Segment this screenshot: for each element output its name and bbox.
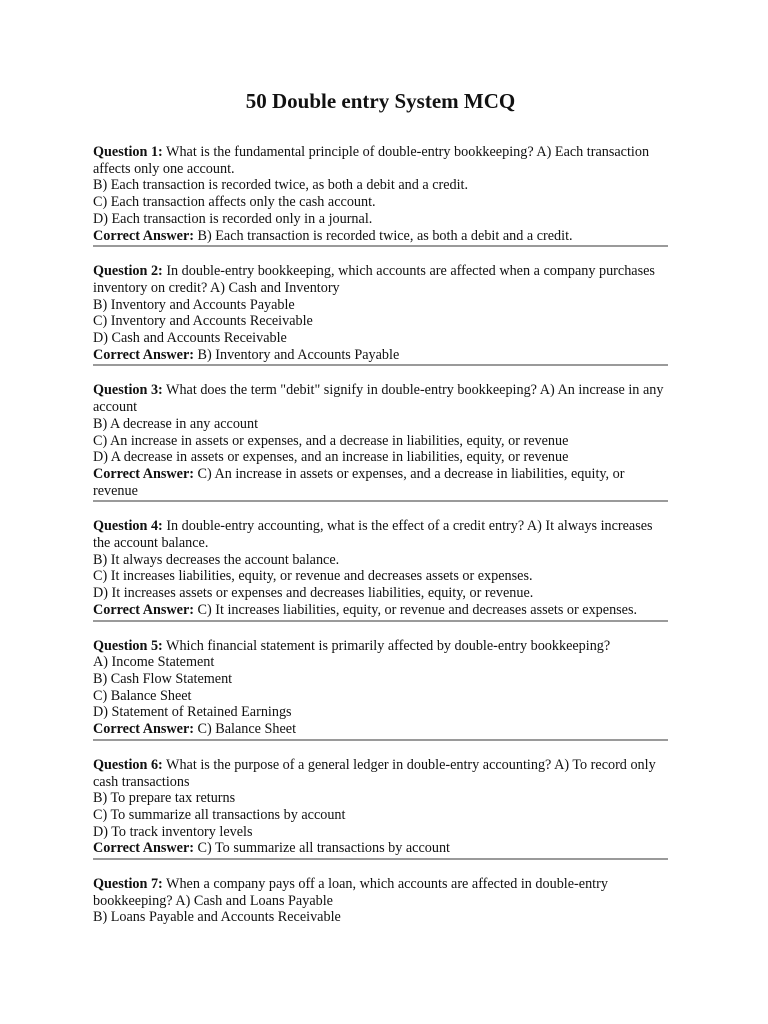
answer-option: C) Balance Sheet: [93, 687, 192, 704]
question-text: Which financial statement is primarily affected by double-entry bookkeeping?: [162, 637, 611, 654]
question-text: In double-entry accounting, what is the effect of a credit entry? A) It always increases the account balance.: [93, 518, 653, 552]
correct-answer-line: [93, 721, 668, 738]
correct-answer-line: [93, 228, 668, 245]
answer-option: D) Cash and Accounts Receivable: [93, 330, 287, 347]
answer-option: C) Inventory and Accounts Receivable: [93, 313, 313, 330]
question-label: Question 2:: [93, 263, 163, 280]
answer-option: B) To prepare tax returns: [93, 790, 236, 807]
question-block: [93, 144, 668, 247]
correct-answer-label: Correct Answer:: [93, 465, 194, 482]
correct-answer-line: [93, 466, 668, 499]
answer-option: D) Each transaction is recorded only in a journal.: [93, 210, 373, 227]
question-block: [93, 382, 668, 502]
question-block: [93, 518, 668, 621]
correct-answer-text: B) Inventory and Accounts Payable: [193, 346, 400, 363]
question-label: Question 3:: [93, 382, 163, 399]
question-text-line: [93, 144, 668, 177]
question-text-line: [93, 263, 668, 296]
question-text: When a company pays off a loan, which accounts are affected in double-entry bookkeeping? A) Cash and Loans Payable: [93, 876, 608, 909]
correct-answer-label: Correct Answer:: [93, 840, 194, 857]
answer-option: D) Statement of Retained Earnings: [93, 704, 292, 721]
correct-answer-text: C) To summarize all transactions by account: [193, 840, 451, 857]
question-text: In double-entry bookkeeping, which accounts are affected when a company purchases inventory on credit? A) Cash and Inventory: [93, 263, 655, 296]
question-label: Question 1:: [93, 144, 163, 160]
question-text-line: [93, 876, 668, 909]
correct-answer-text: C) It increases liabilities, equity, or revenue and decreases assets or expenses.: [193, 601, 638, 618]
question-label: Question 4:: [93, 518, 163, 535]
correct-answer-label: Correct Answer:: [93, 227, 194, 244]
answer-option: C) Each transaction affects only the cash account.: [93, 194, 376, 211]
correct-answer-label: Correct Answer:: [93, 721, 194, 738]
question-label: Question 7:: [93, 876, 163, 893]
correct-answer-line: [93, 840, 668, 857]
correct-answer-text: C) Balance Sheet: [193, 721, 297, 738]
answer-option: B) Loans Payable and Accounts Receivable: [93, 909, 341, 926]
answer-option: B) It always decreases the account balance.: [93, 551, 340, 568]
answer-option: B) A decrease in any account: [93, 415, 259, 432]
answer-option: C) It increases liabilities, equity, or revenue and decreases assets or expenses.: [93, 568, 533, 585]
question-label: Question 5:: [93, 637, 163, 654]
answer-option: D) A decrease in assets or expenses, and an increase in liabilities, equity, or revenue: [93, 449, 569, 466]
question-text-line: [93, 382, 668, 415]
correct-answer-label: Correct Answer:: [93, 346, 194, 363]
question-text-line: [93, 757, 668, 790]
correct-answer-text: C) An increase in assets or expenses, and a decrease in liabilities, equity, or revenue: [93, 465, 625, 499]
question-label: Question 6:: [93, 756, 163, 773]
document-page: [93, 84, 668, 943]
correct-answer-line: [93, 602, 668, 619]
correct-answer-line: [93, 347, 668, 364]
question-block: [93, 757, 668, 860]
answer-option: D) To track inventory levels: [93, 823, 253, 840]
question-text: What is the purpose of a general ledger in double-entry accounting? A) To record only cash transactions: [93, 756, 656, 790]
answer-option: A) Income Statement: [93, 654, 215, 671]
correct-answer-label: Correct Answer:: [93, 601, 194, 618]
document-title: 50 Double entry System MCQ: [245, 89, 516, 113]
question-list: [93, 144, 668, 927]
answer-option: D) It increases assets or expenses and decreases liabilities, equity, or revenue.: [93, 585, 534, 602]
question-text-line: [93, 518, 668, 551]
question-text: What is the fundamental principle of double-entry bookkeeping? A) Each transaction affects only one account.: [93, 144, 650, 177]
question-text-line: [93, 638, 668, 655]
answer-option: C) To summarize all transactions by account: [93, 806, 346, 823]
answer-option: B) Each transaction is recorded twice, as both a debit and a credit.: [93, 177, 469, 194]
answer-option: C) An increase in assets or expenses, and a decrease in liabilities, equity, or revenue: [93, 432, 569, 449]
question-text: What does the term "debit" signify in double-entry bookkeeping? A) An increase in any account: [93, 382, 664, 416]
question-block: [93, 263, 668, 366]
question-block: [93, 638, 668, 741]
correct-answer-text: B) Each transaction is recorded twice, as both a debit and a credit.: [193, 227, 573, 244]
answer-option: B) Inventory and Accounts Payable: [93, 296, 295, 313]
question-block: [93, 876, 668, 927]
answer-option: B) Cash Flow Statement: [93, 670, 233, 687]
